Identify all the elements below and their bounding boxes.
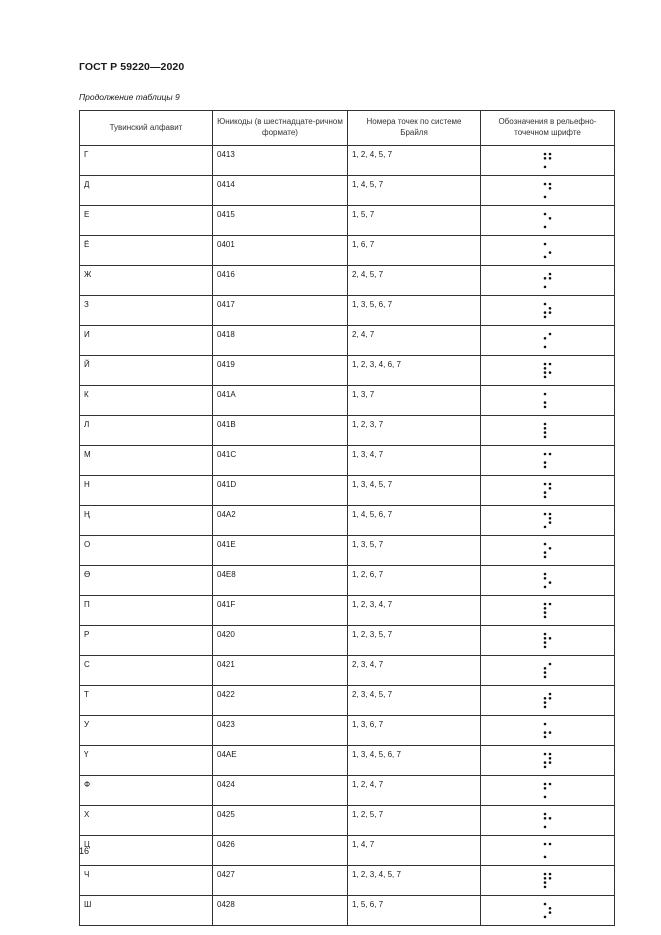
braille-glyph-icon <box>543 362 553 379</box>
braille-dot <box>543 166 546 169</box>
braille-dot <box>543 637 546 640</box>
braille-dot <box>548 761 551 764</box>
braille-dots-cell: 1, 3, 7 <box>348 386 481 416</box>
braille-glyph-icon <box>543 902 553 919</box>
column-header-alphabet: Тувинский алфавит <box>80 111 213 146</box>
braille-dot <box>548 153 551 156</box>
braille-symbol-cell <box>481 686 615 716</box>
braille-dot <box>548 277 551 280</box>
braille-glyph-icon <box>543 692 553 709</box>
braille-dots-cell: 1, 6, 7 <box>348 236 481 266</box>
table-header-row <box>80 111 615 146</box>
braille-dot <box>543 603 546 606</box>
braille-dot <box>543 676 546 679</box>
braille-dots-cell: 1, 3, 5, 7 <box>348 536 481 566</box>
unicode-cell: 0421 <box>213 656 348 686</box>
braille-symbol-cell <box>481 566 615 596</box>
unicode-cell: 0401 <box>213 236 348 266</box>
braille-symbol-cell <box>481 806 615 836</box>
braille-dot <box>548 873 551 876</box>
braille-dot <box>543 723 546 726</box>
braille-symbol-cell <box>481 176 615 206</box>
braille-dot <box>548 371 551 374</box>
unicode-cell: 0420 <box>213 626 348 656</box>
braille-symbol-cell <box>481 656 615 686</box>
braille-glyph-icon <box>543 452 553 469</box>
braille-symbol-cell <box>481 146 615 176</box>
braille-dots-cell: 1, 3, 5, 6, 7 <box>348 296 481 326</box>
braille-dot <box>548 817 551 820</box>
braille-dot <box>543 783 546 786</box>
braille-dots-cell: 1, 3, 6, 7 <box>348 716 481 746</box>
braille-dot <box>548 877 551 880</box>
table-row <box>80 626 615 656</box>
unicode-cell: 0427 <box>213 866 348 896</box>
letter-cell: Д <box>80 176 213 206</box>
letter-cell: К <box>80 386 213 416</box>
letter-cell: Р <box>80 626 213 656</box>
braille-dot <box>548 603 551 606</box>
braille-symbol-cell <box>481 356 615 386</box>
letter-cell: Ө <box>80 566 213 596</box>
letter-cell: Ч <box>80 866 213 896</box>
braille-dot <box>543 671 546 674</box>
letter-cell: С <box>80 656 213 686</box>
braille-glyph-icon <box>543 812 553 829</box>
letter-cell: Х <box>80 806 213 836</box>
braille-dot <box>543 483 546 486</box>
letter-cell: П <box>80 596 213 626</box>
braille-dot <box>543 826 546 829</box>
braille-glyph-icon <box>543 572 553 589</box>
braille-dot <box>543 401 546 404</box>
braille-dot <box>548 251 551 254</box>
braille-dot <box>548 911 551 914</box>
table-row <box>80 776 615 806</box>
braille-dot <box>548 843 551 846</box>
braille-symbol-cell <box>481 866 615 896</box>
braille-symbol-cell <box>481 416 615 446</box>
braille-dots-cell: 1, 3, 4, 5, 7 <box>348 476 481 506</box>
braille-dot <box>543 513 546 516</box>
braille-symbol-cell <box>481 206 615 236</box>
letter-cell: Т <box>80 686 213 716</box>
unicode-cell: 0419 <box>213 356 348 386</box>
braille-symbol-cell <box>481 446 615 476</box>
braille-dots-cell: 1, 2, 3, 7 <box>348 416 481 446</box>
braille-symbol-cell <box>481 536 615 566</box>
unicode-cell: 041D <box>213 476 348 506</box>
braille-dot <box>548 513 551 516</box>
braille-dot <box>543 573 546 576</box>
braille-dot <box>543 586 546 589</box>
braille-symbol-cell <box>481 896 615 926</box>
braille-dot <box>543 843 546 846</box>
braille-dot <box>543 903 546 906</box>
braille-dot <box>543 371 546 374</box>
table-row <box>80 416 615 446</box>
braille-symbol-cell <box>481 506 615 536</box>
table-row <box>80 266 615 296</box>
braille-symbol-cell <box>481 596 615 626</box>
braille-symbol-cell <box>481 476 615 506</box>
unicode-cell: 0428 <box>213 896 348 926</box>
braille-dots-cell: 1, 4, 5, 7 <box>348 176 481 206</box>
braille-dot <box>548 307 551 310</box>
braille-dots-cell: 2, 4, 7 <box>348 326 481 356</box>
unicode-cell: 041A <box>213 386 348 416</box>
braille-dot <box>543 423 546 426</box>
table-row <box>80 746 615 776</box>
braille-dot <box>548 217 551 220</box>
braille-dot <box>543 731 546 734</box>
column-header-unicode: Юникоды (в шестнадцате-ричном формате) <box>213 111 348 146</box>
unicode-cell: 04A2 <box>213 506 348 536</box>
braille-dots-cell: 2, 3, 4, 7 <box>348 656 481 686</box>
braille-dots-cell: 1, 4, 5, 6, 7 <box>348 506 481 536</box>
braille-dot <box>548 157 551 160</box>
table-row <box>80 566 615 596</box>
braille-dot <box>543 153 546 156</box>
braille-dot <box>548 663 551 666</box>
braille-dot <box>543 701 546 704</box>
braille-dot <box>543 461 546 464</box>
braille-dot <box>548 183 551 186</box>
braille-dot <box>543 706 546 709</box>
letter-cell: Г <box>80 146 213 176</box>
unicode-cell: 04E8 <box>213 566 348 596</box>
letter-cell: О <box>80 536 213 566</box>
braille-dot <box>543 436 546 439</box>
table-row <box>80 146 615 176</box>
letter-cell: Ң <box>80 506 213 536</box>
braille-dot <box>548 757 551 760</box>
braille-dot <box>543 881 546 884</box>
braille-dot <box>543 877 546 880</box>
braille-dot <box>543 346 546 349</box>
column-header-braille-dots: Номера точек по системе Брайля <box>348 111 481 146</box>
braille-symbol-cell <box>481 716 615 746</box>
unicode-cell: 0417 <box>213 296 348 326</box>
letter-cell: З <box>80 296 213 326</box>
table-row <box>80 326 615 356</box>
braille-dot <box>543 406 546 409</box>
braille-dot <box>543 787 546 790</box>
braille-symbol-cell <box>481 776 615 806</box>
letter-cell: Й <box>80 356 213 386</box>
braille-dots-cell: 2, 3, 4, 5, 7 <box>348 686 481 716</box>
letter-cell: Ф <box>80 776 213 806</box>
braille-dot <box>543 616 546 619</box>
table-row <box>80 896 615 926</box>
braille-symbol-cell <box>481 746 615 776</box>
braille-dot <box>543 753 546 756</box>
braille-symbol-cell <box>481 326 615 356</box>
unicode-cell: 0426 <box>213 836 348 866</box>
column-header-relief-symbol: Обозначения в рельефно-точечном шрифте <box>481 111 615 146</box>
table-row <box>80 506 615 536</box>
table-row <box>80 476 615 506</box>
braille-dot <box>548 783 551 786</box>
braille-glyph-icon <box>543 872 553 889</box>
table-row <box>80 596 615 626</box>
braille-glyph-icon <box>543 722 553 739</box>
braille-glyph-icon <box>543 152 553 169</box>
braille-dot <box>548 487 551 490</box>
braille-dot <box>543 491 546 494</box>
braille-dot <box>543 736 546 739</box>
unicode-cell: 041B <box>213 416 348 446</box>
unicode-cell: 041F <box>213 596 348 626</box>
braille-glyph-icon <box>543 332 553 349</box>
unicode-cell: 0414 <box>213 176 348 206</box>
braille-dot <box>543 316 546 319</box>
braille-symbol-cell <box>481 836 615 866</box>
braille-dot <box>543 183 546 186</box>
unicode-cell: 0413 <box>213 146 348 176</box>
braille-dot <box>543 427 546 430</box>
braille-dots-cell: 1, 2, 3, 5, 7 <box>348 626 481 656</box>
braille-dot <box>543 607 546 610</box>
braille-dot <box>543 886 546 889</box>
table-row <box>80 206 615 236</box>
unicode-cell: 041C <box>213 446 348 476</box>
unicode-cell: 0423 <box>213 716 348 746</box>
braille-dot <box>543 813 546 816</box>
braille-dots-cell: 1, 2, 6, 7 <box>348 566 481 596</box>
braille-dot <box>543 226 546 229</box>
braille-dots-cell: 1, 5, 7 <box>348 206 481 236</box>
braille-dot <box>543 766 546 769</box>
braille-dots-cell: 1, 4, 7 <box>348 836 481 866</box>
table-row <box>80 866 615 896</box>
letter-cell: М <box>80 446 213 476</box>
braille-dots-cell: 1, 2, 3, 4, 5, 7 <box>348 866 481 896</box>
braille-dot <box>543 796 546 799</box>
braille-dot <box>543 286 546 289</box>
unicode-cell: 0415 <box>213 206 348 236</box>
braille-symbol-cell <box>481 626 615 656</box>
braille-dot <box>548 521 551 524</box>
document-title: ГОСТ Р 59220—2020 <box>79 61 185 73</box>
braille-dots-cell: 1, 2, 4, 5, 7 <box>348 146 481 176</box>
braille-glyph-icon <box>543 422 553 439</box>
braille-dot <box>548 187 551 190</box>
braille-dot <box>543 256 546 259</box>
braille-dot <box>548 697 551 700</box>
braille-dot <box>548 453 551 456</box>
braille-dot <box>543 641 546 644</box>
braille-dot <box>543 697 546 700</box>
braille-glyph-icon <box>543 632 553 649</box>
braille-dot <box>543 376 546 379</box>
table-row <box>80 176 615 206</box>
braille-dot <box>543 667 546 670</box>
braille-dot <box>543 363 546 366</box>
braille-glyph-icon <box>543 302 553 319</box>
braille-glyph-icon <box>543 602 553 619</box>
table-row <box>80 806 615 836</box>
braille-symbol-cell <box>481 236 615 266</box>
braille-dot <box>543 367 546 370</box>
letter-cell: Н <box>80 476 213 506</box>
braille-symbol-cell <box>481 266 615 296</box>
braille-dot <box>543 543 546 546</box>
braille-dot <box>543 916 546 919</box>
braille-glyph-icon <box>543 842 553 859</box>
braille-glyph-icon <box>543 482 553 499</box>
letter-cell: Ц <box>80 836 213 866</box>
braille-dots-cell: 1, 2, 5, 7 <box>348 806 481 836</box>
letter-cell: Ү <box>80 746 213 776</box>
braille-dot <box>548 581 551 584</box>
braille-dots-cell: 1, 2, 3, 4, 6, 7 <box>348 356 481 386</box>
braille-dot <box>548 517 551 520</box>
braille-dot <box>548 731 551 734</box>
braille-symbol-cell <box>481 296 615 326</box>
letter-cell: У <box>80 716 213 746</box>
braille-dots-cell: 1, 2, 4, 7 <box>348 776 481 806</box>
braille-dot <box>543 873 546 876</box>
unicode-cell: 0418 <box>213 326 348 356</box>
braille-dot <box>548 907 551 910</box>
letter-cell: Е <box>80 206 213 236</box>
braille-dot <box>543 856 546 859</box>
braille-glyph-icon <box>543 212 553 229</box>
table-row <box>80 236 615 266</box>
braille-dot <box>543 431 546 434</box>
braille-dot <box>543 611 546 614</box>
unicode-cell: 0425 <box>213 806 348 836</box>
table-row <box>80 536 615 566</box>
braille-dot <box>543 337 546 340</box>
table-row <box>80 836 615 866</box>
braille-dot <box>543 453 546 456</box>
braille-dot <box>548 637 551 640</box>
braille-dot <box>543 311 546 314</box>
braille-dot <box>548 273 551 276</box>
braille-dots-cell: 1, 3, 4, 5, 6, 7 <box>348 746 481 776</box>
letter-cell: Ё <box>80 236 213 266</box>
braille-dot <box>543 633 546 636</box>
table-body <box>80 146 615 926</box>
braille-dot <box>543 761 546 764</box>
braille-dot <box>548 483 551 486</box>
braille-glyph-icon <box>543 662 553 679</box>
braille-glyph-icon <box>543 782 553 799</box>
braille-glyph-icon <box>543 182 553 199</box>
table-row <box>80 356 615 386</box>
braille-dots-cell: 1, 5, 6, 7 <box>348 896 481 926</box>
table-row <box>80 386 615 416</box>
braille-glyph-icon <box>543 272 553 289</box>
table-row <box>80 686 615 716</box>
braille-dot <box>543 213 546 216</box>
unicode-cell: 0422 <box>213 686 348 716</box>
braille-dots-cell: 1, 3, 4, 7 <box>348 446 481 476</box>
braille-glyph-icon <box>543 752 553 769</box>
braille-dot <box>543 496 546 499</box>
braille-dot <box>543 196 546 199</box>
braille-dot <box>548 363 551 366</box>
braille-table <box>79 110 615 926</box>
braille-dot <box>543 243 546 246</box>
braille-dot <box>548 693 551 696</box>
unicode-cell: 04AE <box>213 746 348 776</box>
table-row <box>80 296 615 326</box>
braille-glyph-icon <box>543 242 553 259</box>
unicode-cell: 0416 <box>213 266 348 296</box>
letter-cell: И <box>80 326 213 356</box>
braille-dot <box>543 303 546 306</box>
braille-glyph-icon <box>543 512 553 529</box>
page-number: 16 <box>79 846 90 856</box>
braille-dot <box>548 333 551 336</box>
braille-dot <box>548 753 551 756</box>
braille-symbol-cell <box>481 386 615 416</box>
braille-dot <box>543 817 546 820</box>
braille-dots-cell: 2, 4, 5, 7 <box>348 266 481 296</box>
table-caption: Продолжение таблицы 9 <box>79 92 180 102</box>
letter-cell: Ш <box>80 896 213 926</box>
braille-dot <box>548 311 551 314</box>
unicode-cell: 041E <box>213 536 348 566</box>
braille-dot <box>543 577 546 580</box>
table-row <box>80 446 615 476</box>
letter-cell: Ж <box>80 266 213 296</box>
unicode-cell: 0424 <box>213 776 348 806</box>
braille-dot <box>548 547 551 550</box>
braille-dot <box>543 466 546 469</box>
braille-glyph-icon <box>543 542 553 559</box>
braille-dot <box>543 556 546 559</box>
braille-dot <box>543 157 546 160</box>
braille-dot <box>543 526 546 529</box>
braille-glyph-icon <box>543 392 553 409</box>
braille-dots-cell: 1, 2, 3, 4, 7 <box>348 596 481 626</box>
braille-dot <box>543 646 546 649</box>
table-row <box>80 656 615 686</box>
braille-dot <box>543 277 546 280</box>
braille-dot <box>543 551 546 554</box>
letter-cell: Л <box>80 416 213 446</box>
braille-dot <box>543 393 546 396</box>
table-row <box>80 716 615 746</box>
